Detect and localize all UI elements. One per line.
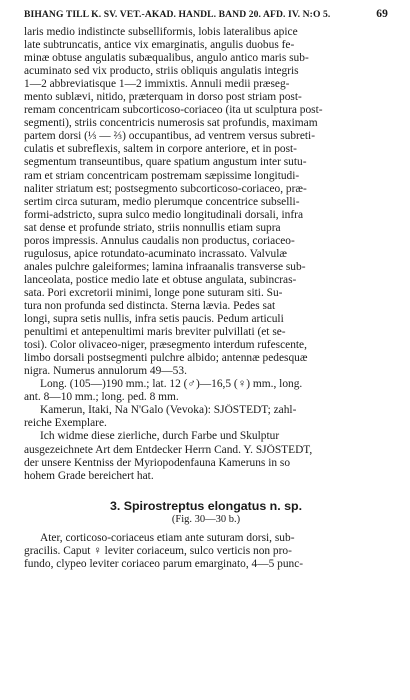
body-text <box>24 26 388 483</box>
text-line: anales pulchre galeiformes; lamina infraanalis transverse sub- <box>24 260 306 273</box>
text-line: poros impressis. Annulus caudalis non productus, coriaceo- <box>24 234 295 247</box>
text-line: limbo dorsali postsegmenti pulchre albido; antennæ pedesquæ <box>24 352 308 365</box>
species-description <box>24 532 388 571</box>
measurement-line: ant. 8—10 mm.; long. ped. 8 mm. <box>24 391 179 404</box>
dedication-line: der unsere Kentniss der Myriopodenfauna Kameruns in so <box>24 456 291 469</box>
text-line: culatis et subreflexis, saltem in corpore anteriore, et in post- <box>24 143 297 156</box>
text-line: nigra. Numerus annulorum 49—53. <box>24 365 187 378</box>
text-line: late subtruncatis, antice vix emarginatis, angulis duobus fe- <box>24 39 295 52</box>
text-line: laris medio indistincte subselliformis, lobis lateralibus apice <box>24 26 298 38</box>
figure-reference: (Fig. 30—30 b.) <box>171 513 241 525</box>
dedication-line: hohem Grade bereichert hat. <box>24 469 154 482</box>
text-line: Ater, corticoso-coriaceus etiam ante suturam dorsi, sub- <box>40 531 295 544</box>
text-line: naliter striatum est; postsegmento subcorticoso-coriaceo, præ- <box>24 182 307 195</box>
running-header <box>24 0 388 20</box>
text-line: partem dorsi (⅓ — ⅔) occupantibus, ad ventrem versus subreti- <box>24 130 316 143</box>
text-line: longi, supra setis nullis, infra setis paucis. Pedum articuli <box>24 313 284 326</box>
text-line: lanceolata, postice medio late et obtuse angulata, subincras- <box>24 273 297 286</box>
species-heading: 3. Spirostreptus elongatus n. sp. <box>109 498 303 513</box>
dedication-line: ausgezeichnete Art dem Entdecker Herrn Cand. Y. SJÖSTEDT, <box>24 443 313 456</box>
text-line: acuminato sed vix producto, striis obliquis angulatis integris <box>24 65 299 78</box>
text-line: minæ obtuse angulatis subæqualibus, angulo antico maris sub- <box>24 52 309 65</box>
locality-line: Kamerun, Itaki, Na N'Galo (Vevoka): SJÖSTEDT; zahl- <box>40 404 297 417</box>
page-number: 69 <box>376 8 388 20</box>
text-line: segmenti), striis concentricis numerosis sat profundis, maximam <box>24 117 318 130</box>
text-line: sertim circa suturam, medio plerumque concentrice subselli- <box>24 195 300 208</box>
text-line: sat dense et profunde striato, striis nonnullis etiam supra <box>24 221 281 234</box>
measurement-line: Long. (105—)190 mm.; lat. 12 (♂)—16,5 (♀) mm., long. <box>40 378 303 391</box>
journal-title: BIHANG TILL K. SV. VET.-AKAD. HANDL. BAND 20. AFD. IV. N:O 5. <box>24 9 331 20</box>
dedication-line: Ich widme diese zierliche, durch Farbe und Skulptur <box>40 430 280 443</box>
text-line: gracilis. Caput ♀ leviter coriaceum, sulco verticis non pro- <box>24 544 292 557</box>
text-line: sata. Pori excretorii minimi, longe pone suturam siti. Su- <box>24 286 283 299</box>
text-line: formi-adstricto, supra sulco medio longitudinali dorsali, infra <box>24 208 304 221</box>
text-line: ram et striam concentricam postremam sæpissime longitudi- <box>24 169 300 182</box>
text-line: 1—2 abbreviatisque 1—2 immixtis. Annuli medii præseg- <box>24 78 290 91</box>
text-line: segmentum transeuntibus, quare spatium angustum inter sutu- <box>24 156 307 169</box>
text-line: tosi). Color olivaceo-niger, præsegmento interdum rufescente, <box>24 339 307 352</box>
text-line: rugulosus, apice rotundato-acuminato incrassato. Valvulæ <box>24 247 287 260</box>
text-line: mento sublævi, nitido, præterquam in dorso post striam post- <box>24 91 302 104</box>
text-line: tura non profunda sed distincta. Sterna lævia. Pedes sat <box>24 299 276 312</box>
text-line: penultimi et antepenultimi maris breviter pulvillati (et se- <box>24 326 286 339</box>
locality-line: reiche Exemplare. <box>24 417 107 430</box>
text-line: remam concentricam subcorticoso-coriaceo (ita ut sculptura post- <box>24 104 323 117</box>
text-line: fundo, clypeo leviter coriaceo parum emarginato, 4—5 punc- <box>24 557 304 570</box>
